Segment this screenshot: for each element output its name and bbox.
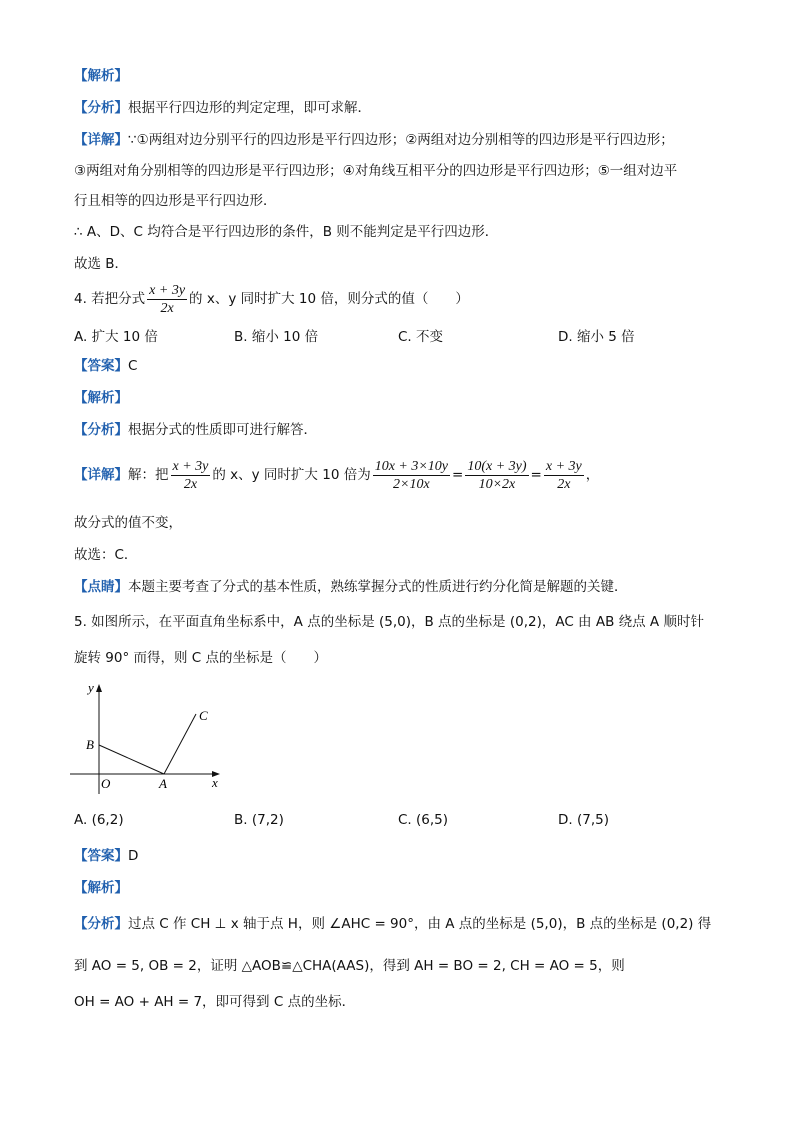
q3-xiangjie-line1: 【详解】∵①两组对边分别平行的四边形是平行四边形；②两组对边分别相等的四边形是平行四边形；: [74, 132, 674, 148]
label-b: B: [86, 737, 94, 752]
q4-choose: 故选：C．: [74, 547, 138, 563]
q4-xiangjie: 【详解】解：把 $\frac{x + 3y}{2x}$ 的 x、y 同时扩大 10 倍为 $\frac{10x + 3\times 10y}{2\times 10x}$ = $\frac{10(x + 3y)}{10\times 2x}$ = $\frac{x + 3y}{2x}$ ，: [74, 458, 600, 492]
q4-fraction: $\frac{x + 3y}{2x}$: [149, 282, 186, 316]
q5-fenxi-line3: OH = AO + AH = 7，即可得到 C 点的坐标．: [74, 994, 356, 1010]
q4-dianjing: 【点睛】本题主要考查了分式的基本性质，熟练掌握分式的性质进行约分化简是解题的关键．: [74, 579, 628, 595]
q4-option-c: C. 不变: [398, 329, 444, 345]
q5-option-a: A. (6,2): [74, 812, 124, 828]
q4-jiexi: 【解析】: [74, 390, 128, 406]
q4-fraction-expanded: $\frac{10x + 3\times 10y}{2\times 10x}$: [374, 458, 449, 492]
q3-xiangjie-line4: ∴ A、D、C 均符合是平行四边形的条件，B 则不能判定是平行四边形．: [74, 224, 499, 240]
coordinate-figure: [66, 676, 236, 796]
q4-option-b: B. 缩小 10 倍: [234, 329, 319, 345]
q4-option-d: D. 缩小 5 倍: [558, 329, 635, 345]
q5-fenxi-line1: 【分析】过点 C 作 CH ⊥ x 轴于点 H，则 ∠AHC = 90°，由 A 点的坐标是 (5,0)，B 点的坐标是 (0,2) 得: [74, 916, 712, 932]
label-a: A: [159, 776, 167, 791]
q4-answer: 【答案】C: [74, 358, 138, 374]
q4-option-a: A. 扩大 10 倍: [74, 329, 158, 345]
q4-fraction-original: $\frac{x + 3y}{2x}$: [172, 458, 209, 492]
q3-xiangjie-line2: ③两组对角分别相等的四边形是平行四边形；④对角线互相平分的四边形是平行四边形；⑤一组对边平: [74, 163, 678, 179]
q5-answer: 【答案】D: [74, 848, 139, 864]
q4-fenxi: 【分析】根据分式的性质即可进行解答．: [74, 422, 317, 438]
segment-ac: [164, 714, 196, 774]
q5-stem-line1: 5. 如图所示，在平面直角坐标系中，A 点的坐标是 (5,0)，B 点的坐标是 (0,2)，AC 由 AB 绕点 A 顺时针: [74, 614, 704, 630]
q4-stem: 4. 若把分式 $\frac{x + 3y}{2x}$ 的 x、y 同时扩大 10 倍，则分式的值（ ）: [74, 282, 469, 316]
label-x: x: [212, 775, 218, 790]
q5-option-d: D. (7,5): [558, 812, 609, 828]
q4-fraction-factored: $\frac{10(x + 3y)}{10\times 2x}$: [467, 458, 527, 492]
q3-fenxi: 【分析】根据平行四边形的判定定理，即可求解．: [74, 100, 371, 116]
segment-ab: [99, 745, 164, 774]
q5-option-b: B. (7,2): [234, 812, 284, 828]
label-c: C: [199, 708, 208, 723]
y-axis-arrow: [96, 684, 102, 692]
q5-fenxi-line2: 到 AO = 5, OB = 2，证明 △AOB≌△CHA(AAS)，得到 AH = BO = 2, CH = AO = 5，则: [74, 958, 625, 974]
q4-result: 故分式的值不变，: [74, 515, 182, 531]
q3-choose: 故选 B．: [74, 256, 129, 272]
label-o: O: [101, 776, 111, 791]
q3-jiexi: 【解析】: [74, 68, 128, 84]
q5-jiexi: 【解析】: [74, 880, 128, 896]
label-y: y: [88, 680, 94, 695]
q5-stem-line2: 旋转 90° 而得，则 C 点的坐标是（ ）: [74, 650, 328, 666]
q5-option-c: C. (6,5): [398, 812, 449, 828]
q4-fraction-simplified: $\frac{x + 3y}{2x}$: [545, 458, 582, 492]
q3-xiangjie-line3: 行且相等的四边形是平行四边形．: [74, 193, 277, 209]
